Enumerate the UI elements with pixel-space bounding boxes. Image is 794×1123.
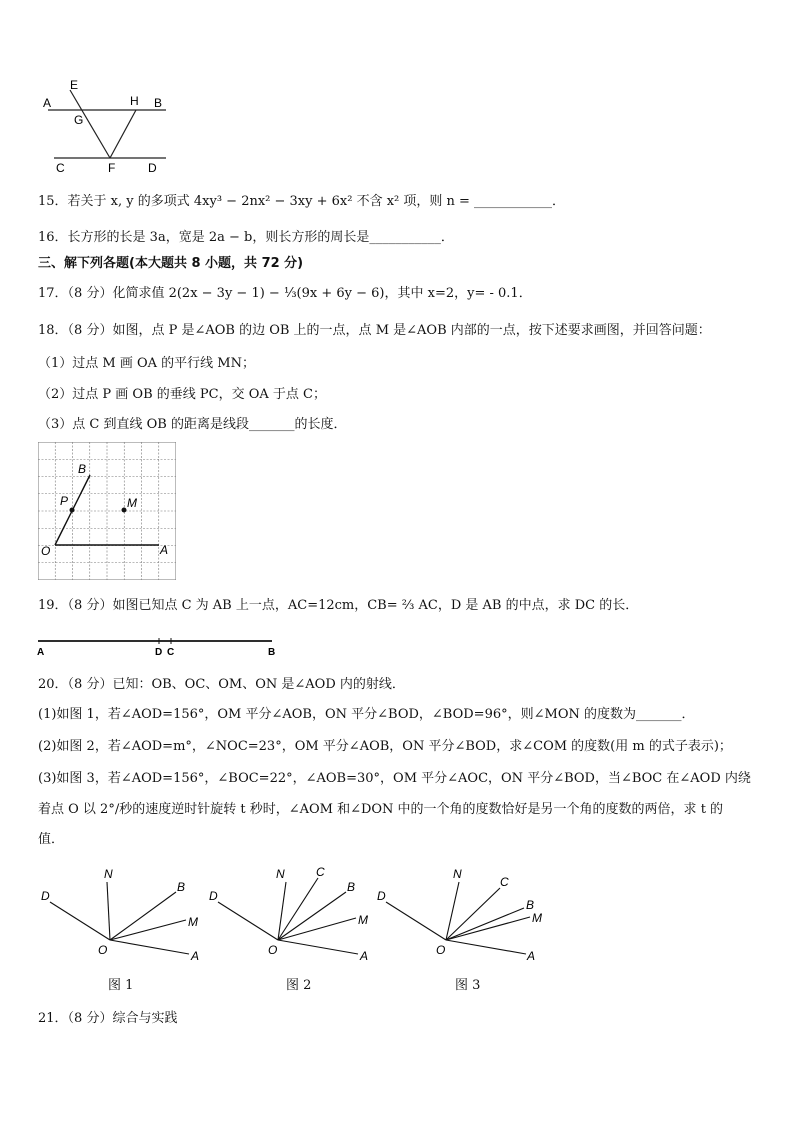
point-p: [70, 508, 75, 513]
label-e: E: [70, 78, 79, 92]
ray-ob: [278, 892, 346, 940]
segment-fh: [110, 110, 136, 158]
label-g: G: [74, 113, 84, 127]
q19-segment-figure: [34, 634, 284, 660]
question-18-part2: （2）过点 P 画 OB 的垂线 PC，交 OA 于点 C；: [38, 387, 326, 402]
label-m: M: [188, 915, 198, 929]
q20-figure-2: [206, 862, 376, 962]
label-b: B: [347, 880, 356, 894]
label-o: O: [98, 943, 108, 957]
label-a: A: [160, 543, 169, 557]
ray-ob: [446, 908, 524, 940]
label-c: C: [56, 161, 65, 175]
label-a: A: [527, 949, 536, 962]
ray-on: [446, 882, 459, 940]
question-18-stem: 18．（8 分）如图，点 P 是∠AOB 的边 OB 上的一点，点 M 是∠AOB 内部的一点，按下述要求画图，并回答问题：: [38, 323, 711, 338]
point-m: [122, 508, 127, 513]
question-16: 16．长方形的长是 3a，宽是 2a − b，则长方形的周长是___________．: [38, 230, 454, 245]
label-f: F: [108, 161, 116, 175]
ray-ob: [110, 892, 176, 940]
label-o: O: [268, 943, 278, 957]
figure-1-caption: 图 1: [108, 978, 134, 993]
label-b: B: [177, 880, 186, 894]
ray-oa: [446, 940, 526, 954]
figure-2-caption: 图 2: [286, 978, 312, 993]
label-n: N: [453, 867, 462, 881]
question-19: 19．（8 分）如图已知点 C 为 AB 上一点，AC=12cm，CB= ⅔ AC，D 是 AB 的中点，求 DC 的长．: [38, 598, 639, 613]
label-d: D: [209, 889, 218, 903]
label-a: A: [37, 647, 45, 658]
question-20-stem: 20．（8 分）已知：OB、OC、OM、ON 是∠AOD 内的射线．: [38, 677, 405, 692]
question-20-part2: (2)如图 2，若∠AOD=m°，∠NOC=23°，OM 平分∠AOB，ON 平分∠BOD，求∠COM 的度数(用 m 的式子表示)；: [38, 739, 732, 754]
ray-oa: [278, 940, 358, 954]
label-a: A: [191, 949, 200, 962]
question-15: 15．若关于 x, y 的多项式 4xy³ − 2nx² − 3xy + 6x² 不含 x² 项，则 n = ____________．: [38, 194, 566, 209]
label-c: C: [316, 865, 325, 879]
label-b: B: [526, 898, 535, 912]
section-heading: 三、解下列各题(本大题共 8 小题，共 72 分): [38, 256, 304, 271]
label-m: M: [358, 913, 368, 927]
label-c: C: [500, 875, 509, 889]
label-b: B: [154, 96, 163, 110]
q18-grid-figure: [38, 442, 176, 580]
q14-figure: [38, 78, 178, 178]
label-p: P: [60, 494, 69, 508]
label-a: A: [43, 96, 52, 110]
label-a: A: [360, 949, 369, 962]
label-d: D: [377, 889, 386, 903]
question-18-part3: （3）点 C 到直线 OB 的距离是线段_______的长度．: [38, 417, 347, 432]
label-d: D: [41, 889, 50, 903]
question-20-part1: (1)如图 1，若∠AOD=156°，OM 平分∠AOB，ON 平分∠BOD，∠BOD=96°，则∠MON 的度数为_______．: [38, 707, 695, 722]
label-n: N: [276, 867, 285, 881]
ray-on: [107, 882, 110, 940]
label-c: C: [167, 647, 175, 658]
label-m: M: [532, 911, 542, 925]
label-d: D: [155, 647, 163, 658]
question-18-part1: （1）过点 M 画 OA 的平行线 MN；: [38, 356, 255, 371]
q20-figure-1: [38, 862, 208, 962]
label-n: N: [104, 867, 113, 881]
ray-om: [110, 920, 186, 940]
ray-on: [278, 882, 286, 940]
label-b: B: [78, 462, 87, 476]
ray-oa: [110, 940, 189, 954]
question-21: 21．（8 分）综合与实践: [38, 1011, 178, 1026]
label-m: M: [127, 496, 137, 510]
figure-3-caption: 图 3: [455, 978, 481, 993]
label-o: O: [436, 943, 446, 957]
label-o: O: [41, 544, 51, 558]
question-20-part3-line1: (3)如图 3，若∠AOD=156°，∠BOC=22°，∠AOB=30°，OM 平分∠AOC，ON 平分∠BOD，当∠BOC 在∠AOD 内绕: [38, 771, 751, 786]
grid-lines: [38, 442, 176, 580]
question-20-part3-line2: 着点 O 以 2°/秒的速度逆时针旋转 t 秒时，∠AOM 和∠DON 中的一个角的度数恰好是另一个角的度数的两倍，求 t 的: [38, 802, 724, 817]
q20-figure-3: [374, 862, 549, 962]
label-h: H: [130, 94, 139, 108]
ray-od: [50, 902, 110, 940]
ray-od: [218, 902, 278, 940]
question-17: 17．（8 分）化简求值 2(2x − 3y − 1) − ⅓(9x + 6y − 6)，其中 x=2，y= - 0.1．: [38, 286, 532, 301]
question-20-part3-line3: 值．: [38, 832, 65, 847]
ray-od: [386, 902, 446, 940]
label-d: D: [148, 161, 157, 175]
label-b: B: [268, 647, 276, 658]
